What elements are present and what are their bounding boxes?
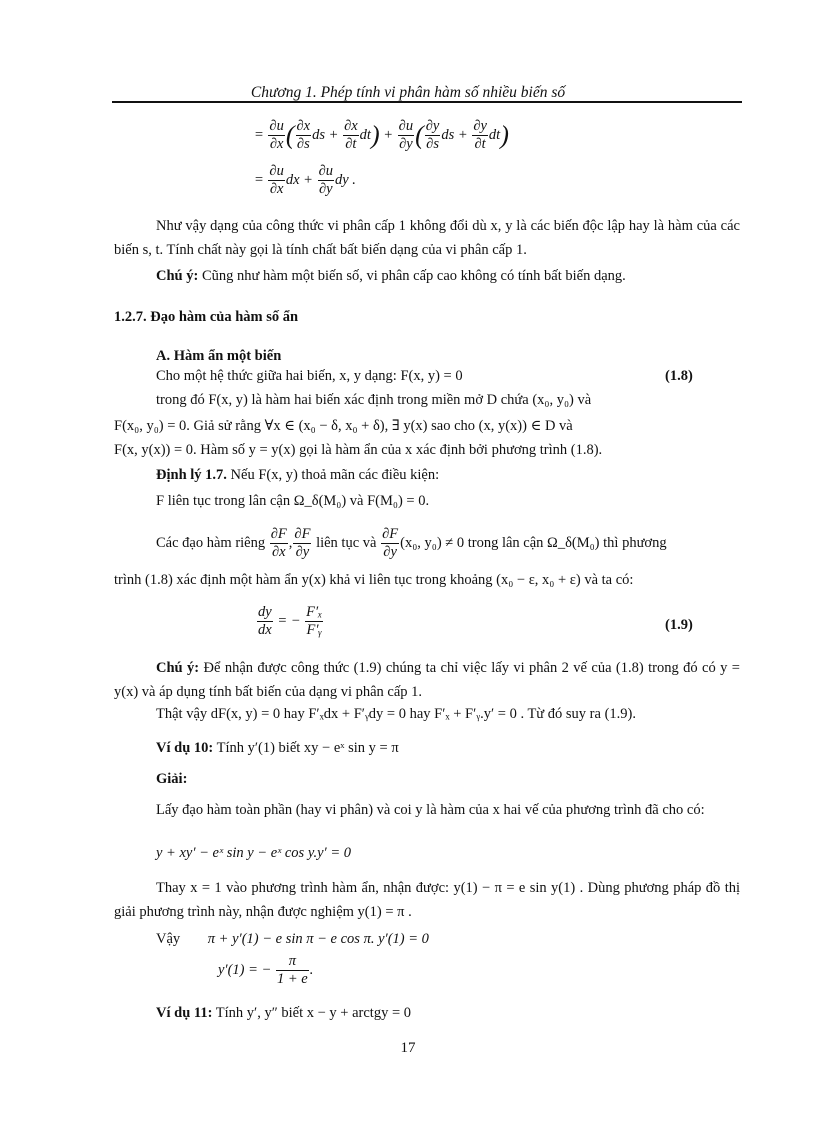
solution-equation-1: y + xy′ − eˣ sin y − eˣ cos y.y′ = 0 [156, 845, 351, 861]
proof-line: Thật vậy dF(x, y) = 0 hay F′ₓdx + F′ᵧdy = 0 hay F′ₓ + F′ᵧ.y′ = 0 . Từ đó suy ra (1.9). [156, 706, 636, 722]
theorem-1-7: Định lý 1.7. Nếu F(x, y) thoả mãn các điều kiện: [156, 467, 440, 483]
condition-2: Các đạo hàm riêng $\frac{\partial F}{\partial x}$ , $\frac{\partial F}{\partial y}$ liên tục và $\frac{\partial F}{\partial y}$ (x₀, y₀) ≠ 0 trong lân cận Ω_δ(M₀) thì phương [156, 526, 667, 560]
equation-number-1-8: (1.8) [665, 368, 693, 384]
chain-rule-line-1: = $\frac{\partial u}{\partial x}$ ( $\frac{\partial x}{\partial s}$ ds + $\frac{\partial x}{\partial t}$ dt) + $\frac{\partial u}{\partial y}$ ( $\frac{\partial y}{\partial s}$ ds + $\frac{\partial y}{\partial t}$ dt) [254, 118, 509, 152]
equation-number-1-9: (1.9) [665, 617, 693, 633]
chapter-header: Chương 1. Phép tính vi phân hàm số nhiều biến số [250, 84, 566, 101]
condition-1: F liên tục trong lân cận Ω_δ(M₀) và F(M₀) = 0. [156, 493, 430, 509]
formula-1-9: $\frac{dy}{dx}$ = − $\frac{\text{F′ₓ}}{\text{F′ᵧ}}$ [258, 604, 323, 638]
definition-line-1: Cho một hệ thức giữa hai biến, x, y dạng: F(x, y) = 0 [156, 368, 463, 384]
solution-paragraph: Lấy đạo hàm toàn phần (hay vi phân) và coi y là hàm của x hai vế của phương trình đã cho có: [156, 802, 705, 818]
example-10: Ví dụ 10: Tính y′(1) biết xy − eˣ sin y = π [156, 740, 399, 756]
section-heading: 1.2.7. Đạo hàm của hàm số ẩn [114, 309, 299, 325]
condition-3: trình (1.8) xác định một hàm ẩn y(x) khả vi liên tục trong khoảng (x₀ − ε, x₀ + ε) và ta có: [114, 572, 634, 588]
solution-heading: Giải: [156, 771, 188, 787]
result-equation: y′(1) = − $\frac{\pi}{1 + e}$ . [218, 953, 314, 987]
definition-line-4: F(x, y(x)) = 0. Hàm số y = y(x) gọi là hàm ẩn của x xác định bởi phương trình (1.8). [114, 442, 603, 458]
solution-paragraph-2: Thay x = 1 vào phương trình hàm ẩn, nhận được: y(1) − π = e sin y(1) . Dùng phương pháp đồ thị giải phương trình này, nhận được nghiệm y(1) = π . [114, 880, 740, 920]
page-number: 17 [400, 1040, 416, 1056]
note-2: Chú ý: Để nhận được công thức (1.9) chúng ta chỉ việc lấy vi phân 2 vế của (1.8) trong đó có y = y(x) và áp dụng tính bất biến của dạng vi phân cấp 1. [114, 660, 740, 700]
definition-line-2: trong đó F(x, y) là hàm hai biến xác định trong miền mở D chứa (x₀, y₀) và [156, 392, 592, 408]
chain-rule-line-2: = $\frac{\partial u}{\partial x}$ dx + $\frac{\partial u}{\partial y}$ dy . [254, 163, 356, 197]
header-rule [112, 101, 742, 103]
example-11: Ví dụ 11: Tính y′, y″ biết x − y + arctgy = 0 [156, 1005, 412, 1021]
then-line: Vậy π + y′(1) − e sin π − e cos π. y′(1) = 0 [156, 931, 429, 947]
note-1: Chú ý: Cũng như hàm một biến số, vi phân cấp cao không có tính bất biến dạng. [156, 268, 626, 284]
paragraph-invariance: Như vậy dạng của công thức vi phân cấp 1 không đổi dù x, y là các biến độc lập hay là hàm của các biến s, t. Tính chất này gọi là tính chất bất biến dạng của vi phân cấp 1. [114, 218, 740, 258]
definition-line-3: F(x₀, y₀) = 0. Giả sử rằng ∀x ∈ (x₀ − δ, x₀ + δ), ∃ y(x) sao cho (x, y(x)) ∈ D và [114, 418, 573, 434]
subsection-heading: A. Hàm ẩn một biến [156, 348, 282, 364]
